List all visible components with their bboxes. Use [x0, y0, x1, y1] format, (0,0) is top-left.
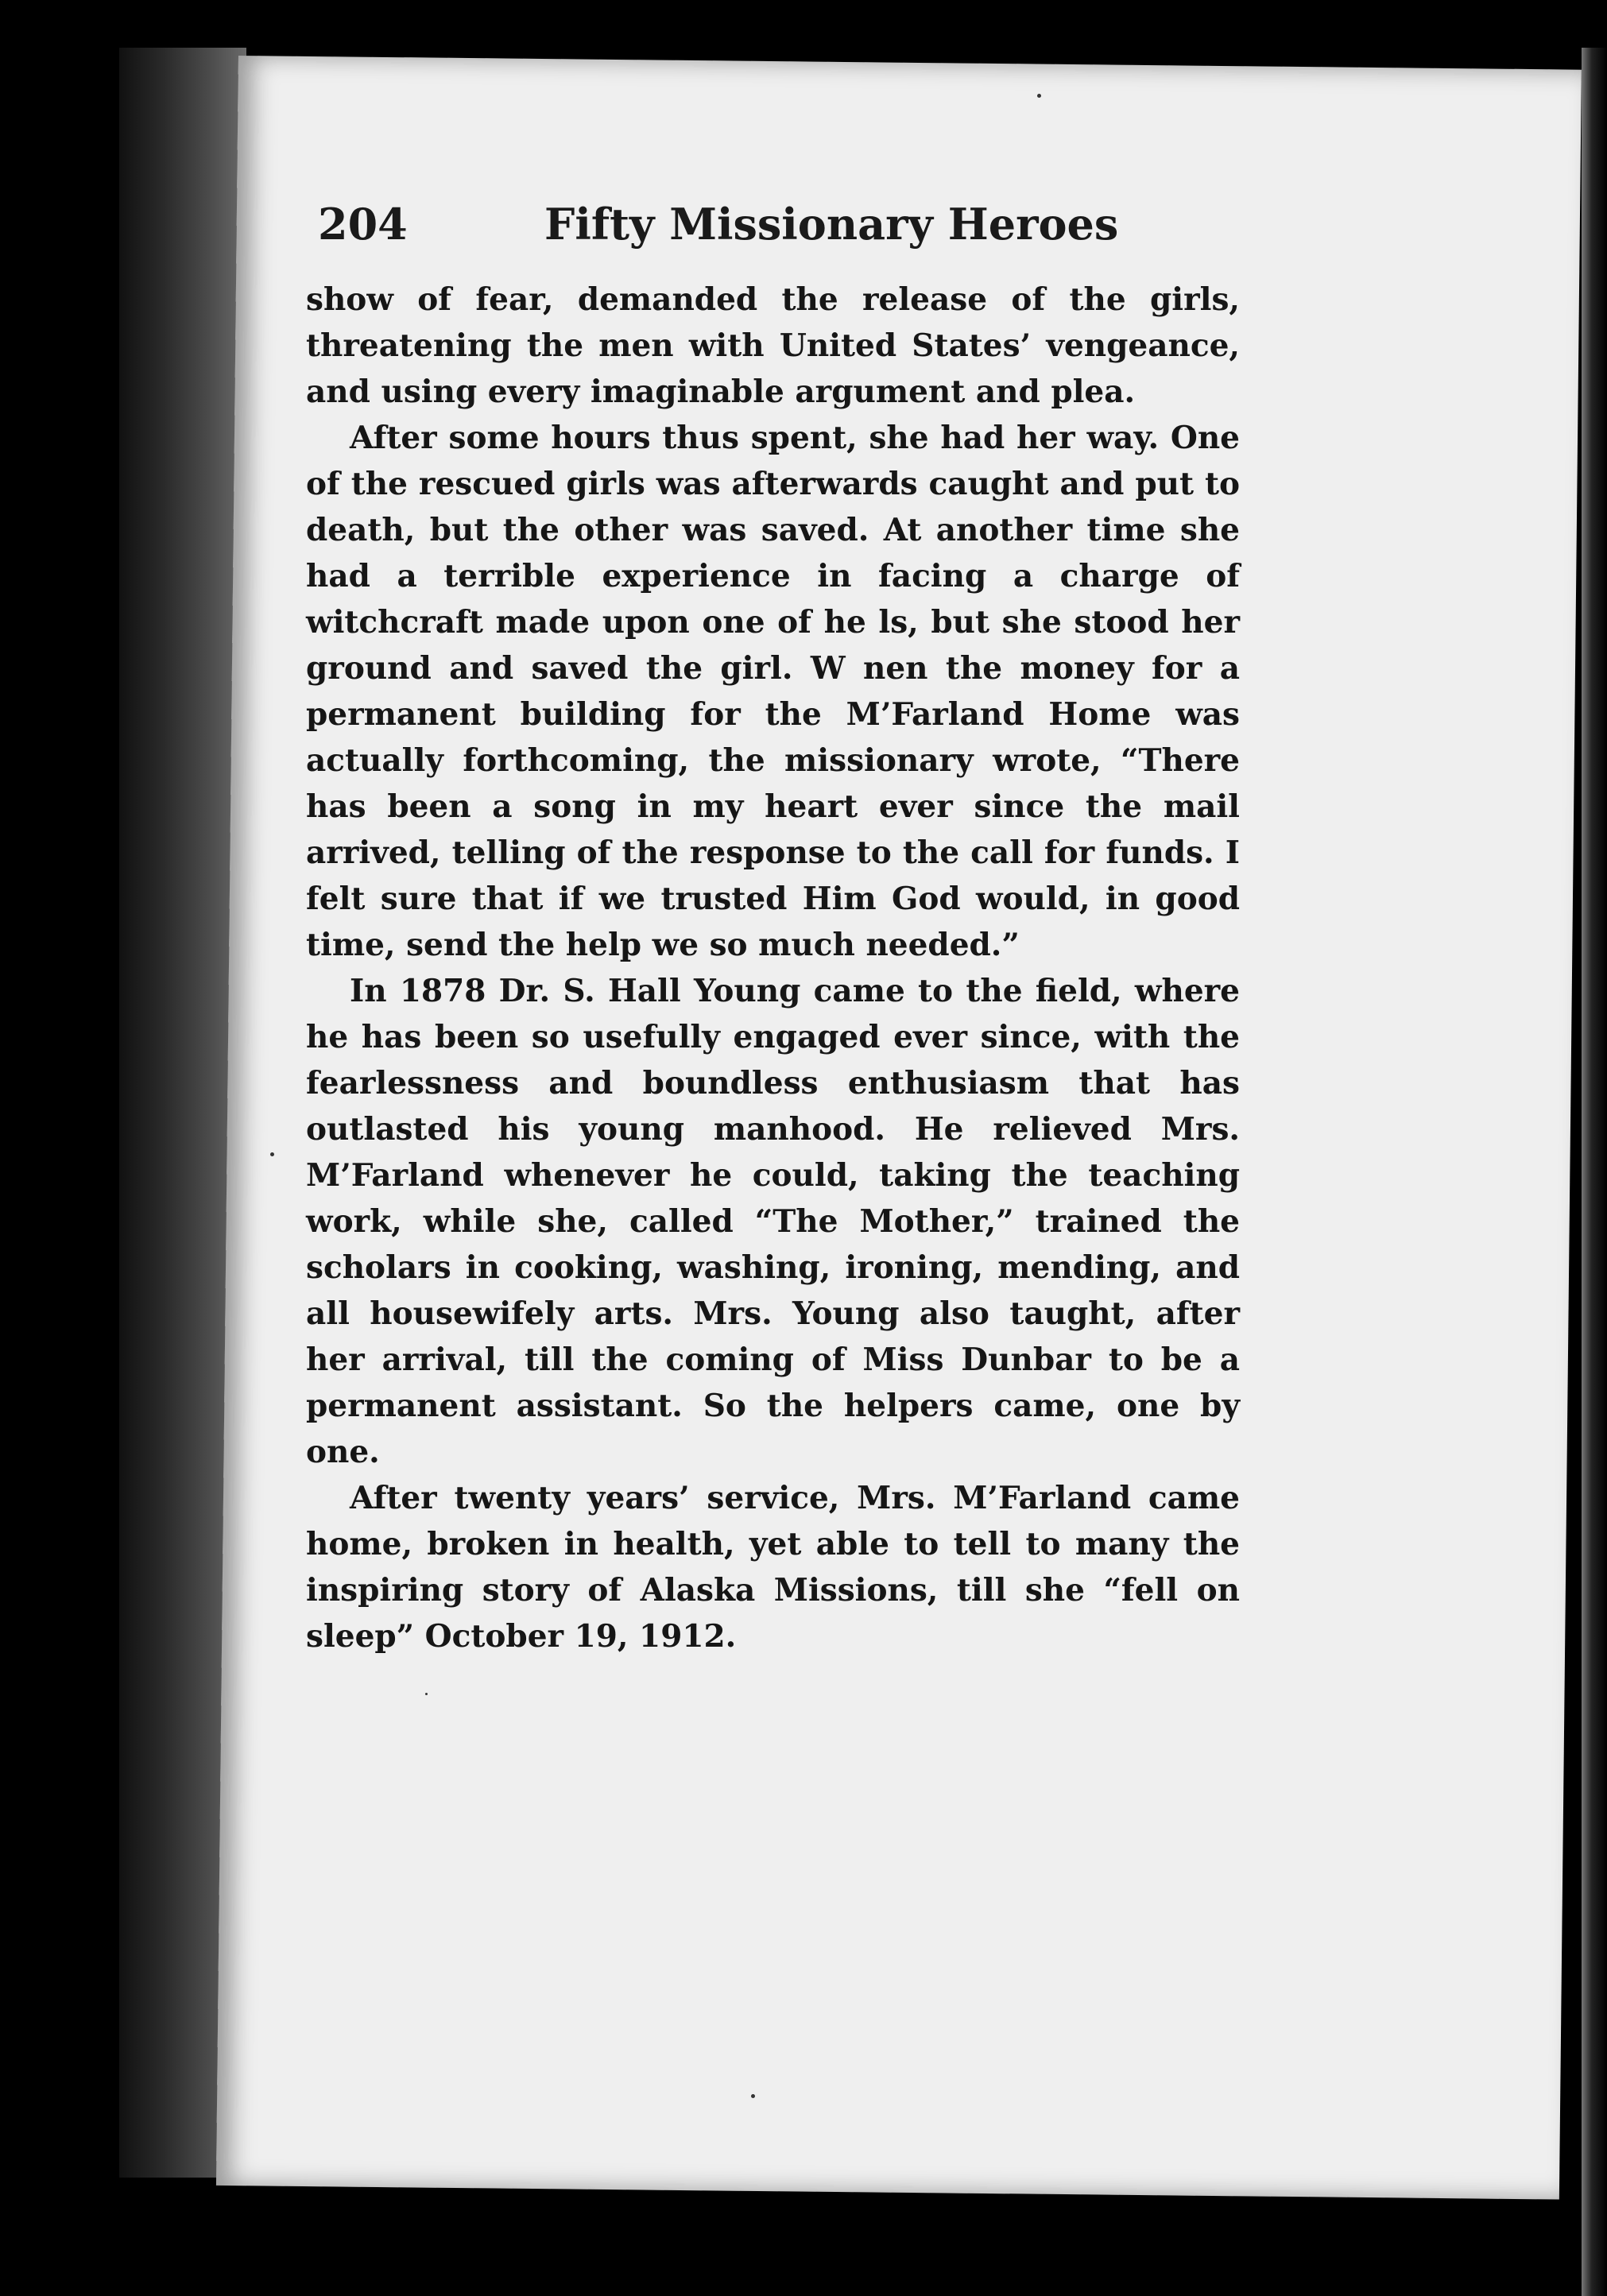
running-title: Fifty Missionary Heroes	[544, 199, 1119, 250]
scan-speck	[270, 1152, 274, 1156]
scan-speck	[751, 2094, 755, 2098]
page-right-edge	[1582, 48, 1607, 2296]
paragraph: After some hours thus spent, she had her way. One of the rescued girls was afterwards caught and put to death, but the other was saved. At another time she had a terrible experience in facing a charge of witchcraft made upon one of he ls, but she stood her ground and saved the girl. W nen the money for a permanent building for the M’Farland Home was actually forthcoming, the missionary wrote, “There has been a song in my heart ever since the mail arrived, telling of the response to the call for funds. I felt sure that if we trusted Him God would, in good time, send the help we so much needed.”	[306, 420, 1240, 963]
paragraph: In 1878 Dr. S. Hall Young came to the field, where he has been so usefully engaged ever since, with the fearlessness and boundless enthusiasm that has outlasted his young manhood. He relieved Mrs. M’Farland whenever he could, taking the teaching work, while she, called “The Mother,” trained the scholars in cooking, washing, ironing, mending, and all housewifely arts. Mrs. Young also taught, after her arrival, till the coming of Miss Dunbar to be a permanent assistant. So the helpers came, one by one.	[306, 973, 1240, 1470]
scan-speck	[425, 1693, 428, 1695]
paragraph: After twenty years’ service, Mrs. M’Farland came home, broken in health, yet able to tell to many the inspiring story of Alaska Missions, till she “fell on sleep” October 19, 1912.	[306, 1480, 1240, 1655]
paragraph: show of fear, demanded the release of the girls, threatening the men with United States’ vengeance, and using every imaginable argument and plea.	[306, 281, 1240, 410]
page-number: 204	[318, 199, 408, 250]
body-text	[306, 277, 1240, 1659]
scan-speck	[1037, 94, 1041, 98]
